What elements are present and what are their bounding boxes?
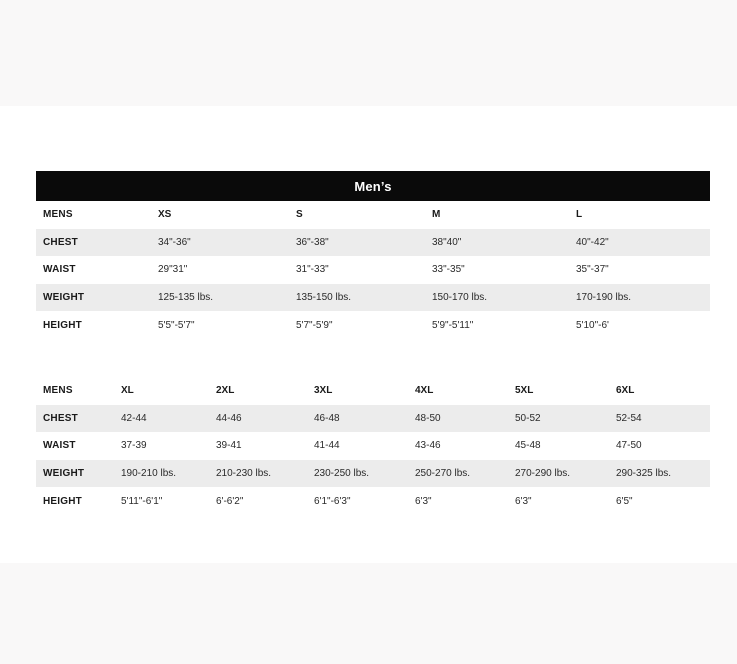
table-cell: 31"-33": [296, 256, 432, 284]
table-row: [36, 311, 710, 339]
table-title-row: [36, 171, 710, 201]
table-cell: 5'10"-6': [576, 311, 710, 339]
table-cell: 47-50: [616, 432, 710, 460]
row-label: WEIGHT: [36, 460, 121, 488]
header-cell: XS: [158, 201, 296, 229]
table-row: [36, 405, 710, 433]
header-cell: 3XL: [314, 377, 415, 405]
table-cell: 39-41: [216, 432, 314, 460]
header-cell: 2XL: [216, 377, 314, 405]
table-cell: 43-46: [415, 432, 515, 460]
header-cell: 6XL: [616, 377, 710, 405]
table-row: [36, 284, 710, 312]
table-cell: 5'9"-5'11": [432, 311, 576, 339]
table-cell: 42-44: [121, 405, 216, 433]
table-cell: 45-48: [515, 432, 616, 460]
table-row: [36, 256, 710, 284]
table-cell: 52-54: [616, 405, 710, 433]
table-cell: 48-50: [415, 405, 515, 433]
table-cell: 46-48: [314, 405, 415, 433]
header-cell: XL: [121, 377, 216, 405]
table-cell: 135-150 lbs.: [296, 284, 432, 312]
header-cell: 4XL: [415, 377, 515, 405]
row-label: WAIST: [36, 432, 121, 460]
row-label: WAIST: [36, 256, 158, 284]
header-cell: 5XL: [515, 377, 616, 405]
header-row: [36, 377, 710, 405]
table-cell: 35"-37": [576, 256, 710, 284]
top-band: [0, 0, 737, 106]
table-cell: 6'3": [515, 487, 616, 515]
row-label: HEIGHT: [36, 487, 121, 515]
table-cell: 6'-6'2": [216, 487, 314, 515]
header-cell: MENS: [36, 377, 121, 405]
table-cell: 170-190 lbs.: [576, 284, 710, 312]
table-cell: 50-52: [515, 405, 616, 433]
header-cell: M: [432, 201, 576, 229]
table-cell: 5'5"-5'7": [158, 311, 296, 339]
table-cell: 210-230 lbs.: [216, 460, 314, 488]
bottom-band: [0, 563, 737, 664]
table-cell: 6'1"-6'3": [314, 487, 415, 515]
table-cell: 125-135 lbs.: [158, 284, 296, 312]
table-cell: 34"-36": [158, 229, 296, 257]
table-cell: 29"31": [158, 256, 296, 284]
table-cell: 6'3": [415, 487, 515, 515]
header-cell: MENS: [36, 201, 158, 229]
table-row: [36, 460, 710, 488]
table-cell: 190-210 lbs.: [121, 460, 216, 488]
header-cell: L: [576, 201, 710, 229]
table-row: [36, 487, 710, 515]
table-cell: 230-250 lbs.: [314, 460, 415, 488]
table-title: Men’s: [36, 171, 710, 201]
table-cell: 5'11"-6'1": [121, 487, 216, 515]
table-cell: 41-44: [314, 432, 415, 460]
table-cell: 33"-35": [432, 256, 576, 284]
table-cell: 250-270 lbs.: [415, 460, 515, 488]
size-chart-table-small: [36, 171, 710, 339]
table-cell: 38"40": [432, 229, 576, 257]
row-label: HEIGHT: [36, 311, 158, 339]
row-label: CHEST: [36, 405, 121, 433]
table-cell: 270-290 lbs.: [515, 460, 616, 488]
table-cell: 290-325 lbs.: [616, 460, 710, 488]
table-row: [36, 432, 710, 460]
row-label: CHEST: [36, 229, 158, 257]
size-chart-table-large: [36, 377, 710, 515]
row-label: WEIGHT: [36, 284, 158, 312]
header-row: [36, 201, 710, 229]
table-cell: 37-39: [121, 432, 216, 460]
table-row: [36, 229, 710, 257]
table-cell: 6'5": [616, 487, 710, 515]
table-cell: 5'7"-5'9": [296, 311, 432, 339]
table-cell: 36"-38": [296, 229, 432, 257]
table-cell: 40"-42": [576, 229, 710, 257]
header-cell: S: [296, 201, 432, 229]
table-cell: 150-170 lbs.: [432, 284, 576, 312]
table-cell: 44-46: [216, 405, 314, 433]
